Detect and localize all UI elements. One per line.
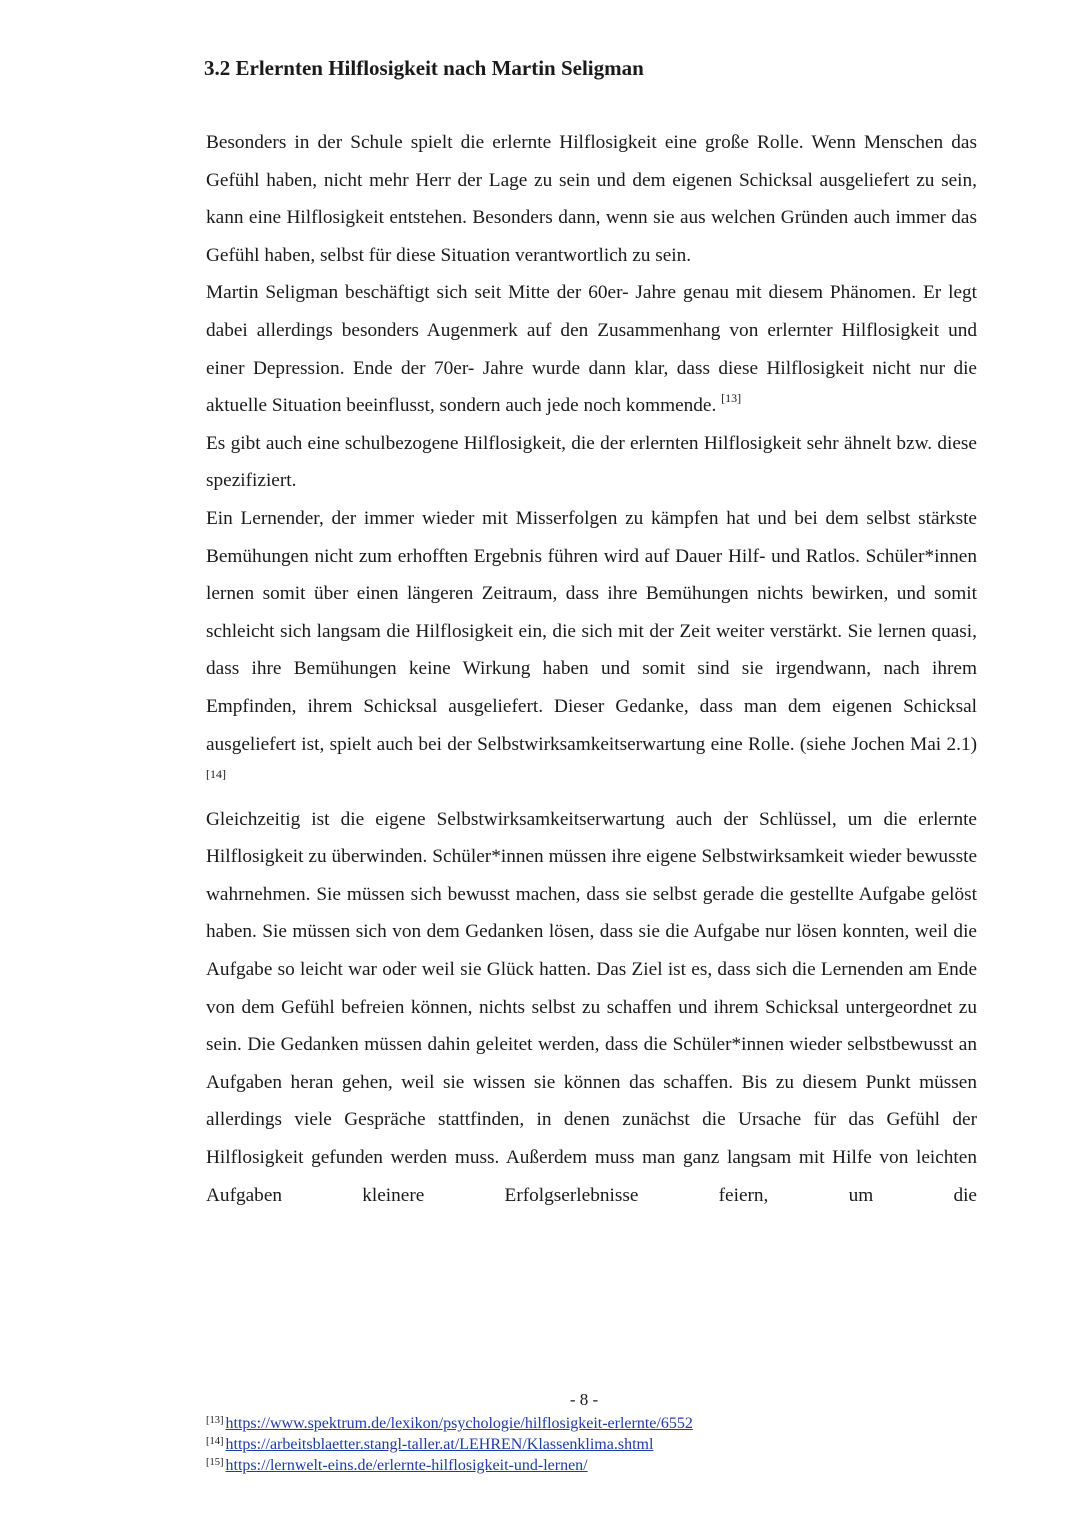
footnote-link[interactable]: https://www.spektrum.de/lexikon/psychologie/hilflosigkeit-erlernte/6552 (225, 1415, 693, 1432)
paragraph-text: Besonders in der Schule spielt die erlernte Hilflosigkeit eine große Rolle. Wenn Menschen das Gefühl haben, nicht mehr Herr der Lage zu sein und dem eigenen Schicksal ausgeliefert zu sein, kann eine Hilflosigkeit entstehen. Besonders dann, wenn sie aus welchen Gründen auch immer das Gefühl haben, selbst für diese Situation verantwortlich zu sein. (206, 132, 977, 266)
footnote-mark: [15] (206, 1457, 224, 1468)
footnote-reference: [14] (206, 767, 226, 782)
footnote-mark: [13] (206, 1415, 224, 1426)
paragraph (206, 500, 977, 801)
footnote-item (206, 1434, 693, 1455)
paragraph (206, 425, 977, 500)
footnote-mark: [14] (206, 1436, 224, 1447)
paragraph (206, 274, 977, 424)
paragraph-text: Martin Seligman beschäftigt sich seit Mitte der 60er- Jahre genau mit diesem Phänomen. Er legt dabei allerdings besonders Augenmerk auf den Zusammenhang von erlernter Hilflosigkeit und einer Depression. Ende der 70er- Jahre wurde dann klar, dass diese Hilflosigkeit nicht nur die aktuelle Situation beeinflusst, sondern auch jede noch kommende. (206, 282, 977, 417)
body-text (206, 124, 977, 1214)
footnotes (206, 1413, 693, 1476)
paragraph-text: Ein Lernender, der immer wieder mit Misserfolgen zu kämpfen hat und bei dem selbst stärkste Bemühungen nicht zum erhofften Ergebnis führen wird auf Dauer Hilf- und Ratlos. Schüler*innen lernen somit über einen längeren Zeitraum, dass ihre Bemühungen nichts bewirken, und somit schleicht sich langsam die Hilflosigkeit ein, die sich mit der Zeit weiter verstärkt. Sie lernen quasi, dass ihre Bemühungen keine Wirkung haben und somit sind sie irgendwann, nach ihrem Empfinden, ihrem Schicksal ausgeliefert. Dieser Gedanke, dass man dem eigenen Schicksal ausgeliefert ist, spielt auch bei der Selbstwirksamkeitserwartung eine Rolle. (siehe Jochen Mai 2.1) (206, 507, 977, 755)
footnote-item (206, 1413, 693, 1434)
paragraph (206, 801, 977, 1215)
footnote-item (206, 1455, 693, 1476)
footnote-link[interactable]: https://lernwelt-eins.de/erlernte-hilflosigkeit-und-lernen/ (225, 1457, 588, 1474)
paragraph-text: Gleichzeitig ist die eigene Selbstwirksamkeitserwartung auch der Schlüssel, um die erlernte Hilflosigkeit zu überwinden. Schüler*innen müssen ihre eigene Selbstwirksamkeit wieder bewusste wahrnehmen. Sie müssen sich bewusst machen, dass sie selbst gerade die gestellte Aufgabe gelöst haben. Sie müssen sich von dem Gedanken lösen, dass sie die Aufgabe nur lösen konnten, weil die Aufgabe so leicht war oder weil sie Glück hatten. Das Ziel ist es, dass sich die Lernenden am Ende von dem Gefühl befreien können, nichts selbst zu schaffen und ihrem Schicksal untergeordnet zu sein. Die Gedanken müssen dahin geleitet werden, dass die Schüler*innen wieder selbstbewusst an Aufgaben heran gehen, weil sie wissen sie können das schaffen. Bis zu diesem Punkt müssen allerdings viele Gespräche stattfinden, in denen zunächst die Ursache für das Gefühl der Hilflosigkeit gefunden werden muss. Außerdem muss man ganz langsam mit Hilfe von leichten Aufgaben kleinere Erfolgserlebnisse feiern, um die (206, 808, 977, 1206)
paragraph-text: Es gibt auch eine schulbezogene Hilflosigkeit, die der erlernten Hilflosigkeit sehr ähnelt bzw. diese spezifiziert. (206, 432, 977, 492)
page-number: - 8 - (569, 1390, 599, 1409)
paragraph (206, 124, 977, 274)
footnote-link[interactable]: https://arbeitsblaetter.stangl-taller.at/LEHREN/Klassenklima.shtml (225, 1436, 654, 1453)
footnote-reference: [13] (721, 391, 742, 406)
section-heading: 3.2 Erlernten Hilflosigkeit nach Martin Seligman (204, 56, 644, 80)
